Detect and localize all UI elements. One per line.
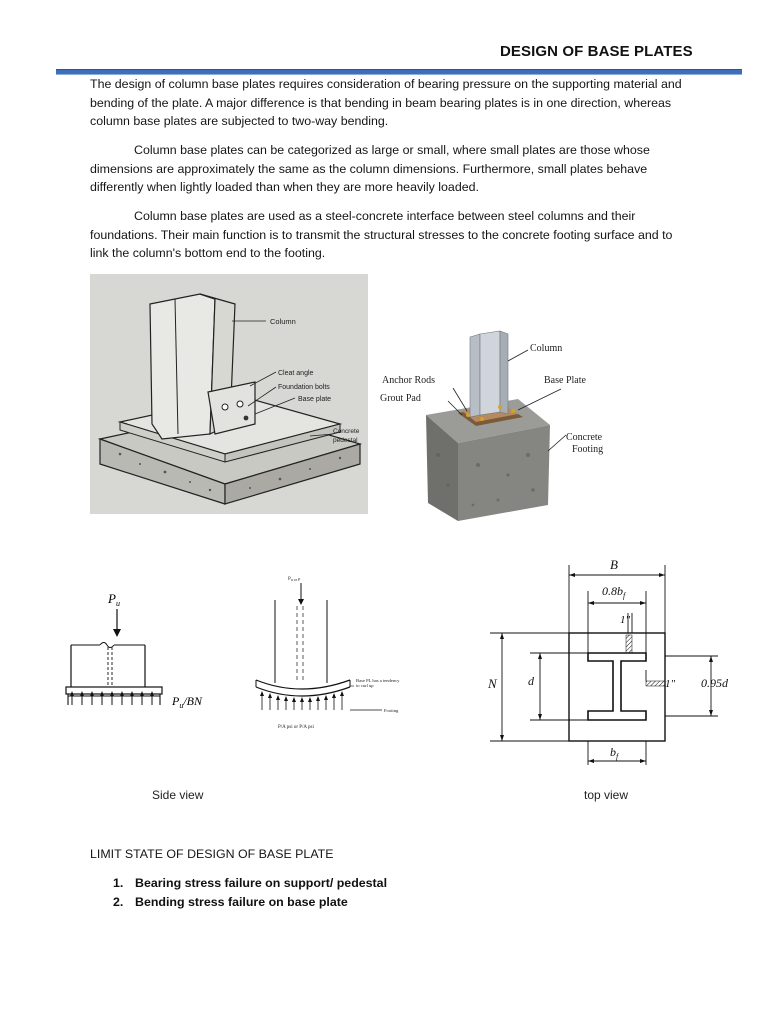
column-base-render xyxy=(378,325,628,525)
dim-B: B xyxy=(610,557,618,572)
label-base-plate-3d: Base Plate xyxy=(544,375,586,386)
list-item: 1. Bearing stress failure on support/ pedestal xyxy=(113,876,388,890)
top-view-caption: top view xyxy=(584,788,629,802)
list-item: 2. Bending stress failure on base plate xyxy=(113,895,348,909)
curl-note-1: Base PL has a tendency xyxy=(356,678,400,683)
limit-state-heading: LIMIT STATE OF DESIGN OF BASE PLATE xyxy=(90,847,334,861)
paragraph-categories: Column base plates can be categorized as large or small, where small plates are those whose dimensions are approximately the same as the column dimensions. Furthermore, small plates behave differently when lightly loaded than when they are more heavily loaded. xyxy=(90,143,650,194)
side-view-caption: Side view xyxy=(152,788,204,802)
label-column: Column xyxy=(270,317,296,326)
limit-state-list xyxy=(113,874,387,912)
dim-0.95d: 0.95d xyxy=(701,676,728,690)
label-footing-3d: Footing xyxy=(572,444,604,455)
label-foundation-bolts: Foundation bolts xyxy=(278,384,330,391)
dim-d: d xyxy=(528,674,534,688)
label-grout-pad: Grout Pad xyxy=(380,393,421,404)
dim-0.8bf: $0.8b_f$ xyxy=(602,584,626,600)
label-anchor-rods: Anchor Rods xyxy=(382,375,436,386)
load-label-2: $P_{u or P}$ xyxy=(288,577,301,582)
label-pedestal: pedestal xyxy=(333,437,358,444)
column-base-sketch xyxy=(90,274,368,514)
label-cleat-angle: Cleat angle xyxy=(278,370,314,377)
dim-one-inch-top: 1" xyxy=(620,614,631,626)
footing-label: Footing xyxy=(384,708,399,713)
dim-bf: $b_f$ xyxy=(610,745,619,761)
top-view-diagram xyxy=(480,555,750,775)
paragraph-function: Column base plates are used as a steel-concrete interface between steel columns and their foundations. Their main function is to transmit the structural stresses to the concrete footing surface and to link the column's bottom end to the footing. xyxy=(90,209,673,260)
pressure-label: $P_u/BN$ xyxy=(172,694,203,710)
dim-N: N xyxy=(488,676,497,691)
curl-note-2: to curl up xyxy=(356,683,374,688)
label-column-3d: Column xyxy=(530,343,563,354)
load-label: $P_u$ xyxy=(108,591,120,608)
page-title: DESIGN OF BASE PLATES xyxy=(500,43,693,60)
label-base-plate: Base plate xyxy=(298,396,332,403)
side-view-plate-curl xyxy=(250,570,450,740)
paragraph-intro: The design of column base plates requires consideration of bearing pressure on the supporting material and bending of the plate. A major difference is that bending in beam bearing plates is in one direction, whereas column base plates are subjected to two-way bending. xyxy=(90,77,682,128)
label-concrete-3d: Concrete xyxy=(566,432,603,443)
label-concrete: Concrete xyxy=(333,428,360,435)
side-view-pressure-diagram xyxy=(64,585,224,710)
bearing-pressure-label: P/A psi or P/A psi xyxy=(278,725,314,730)
dim-one-inch-side: 1" xyxy=(665,678,676,690)
